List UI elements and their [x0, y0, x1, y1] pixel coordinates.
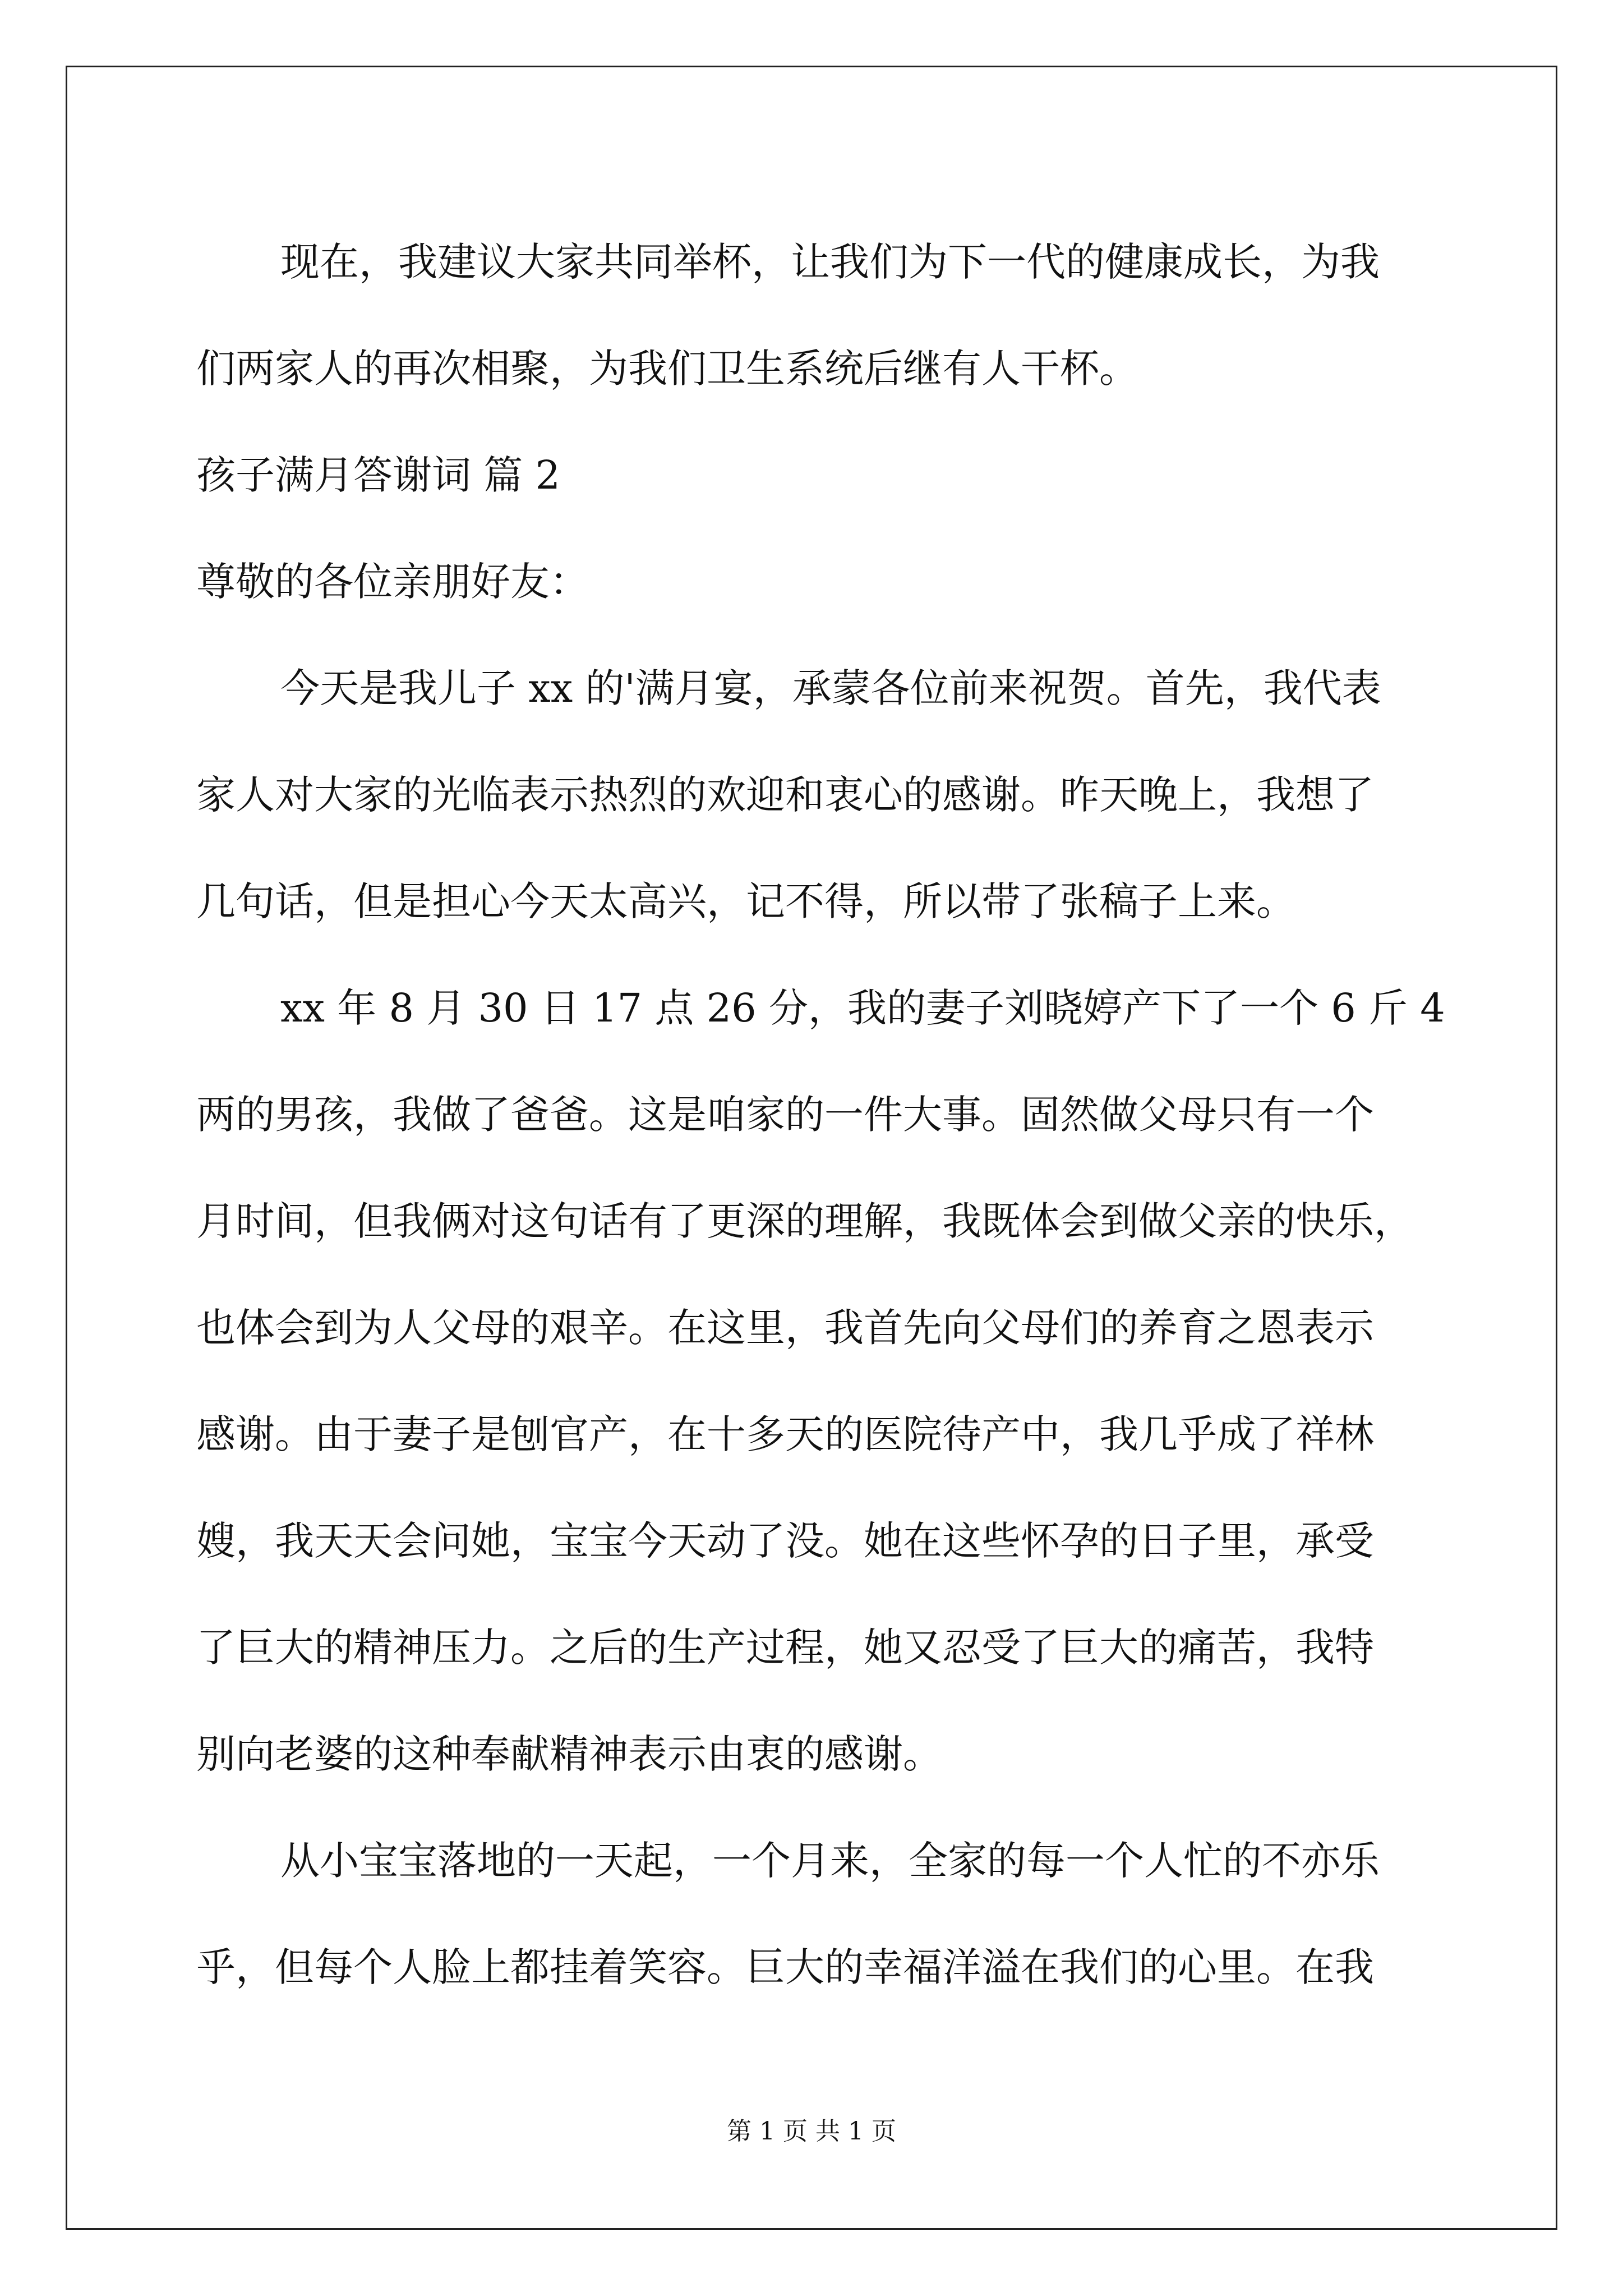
body-line-15: 别向老婆的这种奉献精神表示由衷的感谢。	[196, 1731, 942, 1777]
document-body	[196, 209, 1458, 2021]
body-line-13: 嫂，我天天会问她，宝宝今天动了没。她在这些怀孕的日子里，承受	[196, 1518, 1374, 1564]
page-footer: 第 1 页 共 1 页	[727, 2117, 896, 2146]
body-line-10: 月时间，但我俩对这句话有了更深的理解，我既体会到做父亲的快乐，	[196, 1198, 1413, 1244]
body-line-2: 们两家人的再次相聚，为我们卫生系统后继有人干杯。	[196, 346, 1138, 392]
body-line-1: 现在，我建议大家共同举杯，让我们为下一代的健康成长，为我	[280, 239, 1380, 285]
body-line-11: 也体会到为人父母的艰辛。在这里，我首先向父母们的养育之恩表示	[196, 1305, 1374, 1351]
salutation: 尊敬的各位亲朋好友：	[196, 559, 589, 605]
body-line-14: 了巨大的精神压力。之后的生产过程，她又忍受了巨大的痛苦，我特	[196, 1625, 1374, 1671]
body-line-6: 家人对大家的光临表示热烈的欢迎和衷心的感谢。昨天晚上，我想了	[196, 772, 1374, 818]
body-line-17: 乎，但每个人脸上都挂着笑容。巨大的幸福洋溢在我们的心里。在我	[196, 1944, 1374, 1990]
body-line-12: 感谢。由于妻子是刨官产，在十多天的医院待产中，我几乎成了祥林	[196, 1411, 1374, 1457]
body-line-16: 从小宝宝落地的一天起，一个月来，全家的每一个人忙的不亦乐	[280, 1838, 1380, 1884]
body-line-9: 两的男孩，我做了爸爸。这是咱家的一件大事。固然做父母只有一个	[196, 1092, 1374, 1138]
body-line-8: xx 年 8 月 30 日 17 点 26 分，我的妻子刘晓婷产下了一个 6 斤 4	[280, 985, 1445, 1031]
section-heading: 孩子满月答谢词 篇 2	[196, 452, 561, 498]
body-line-5: 今天是我儿子 xx 的'满月宴，承蒙各位前来祝贺。首先，我代表	[280, 665, 1381, 711]
body-line-7: 几句话，但是担心今天太高兴，记不得，所以带了张稿子上来。	[196, 878, 1295, 924]
